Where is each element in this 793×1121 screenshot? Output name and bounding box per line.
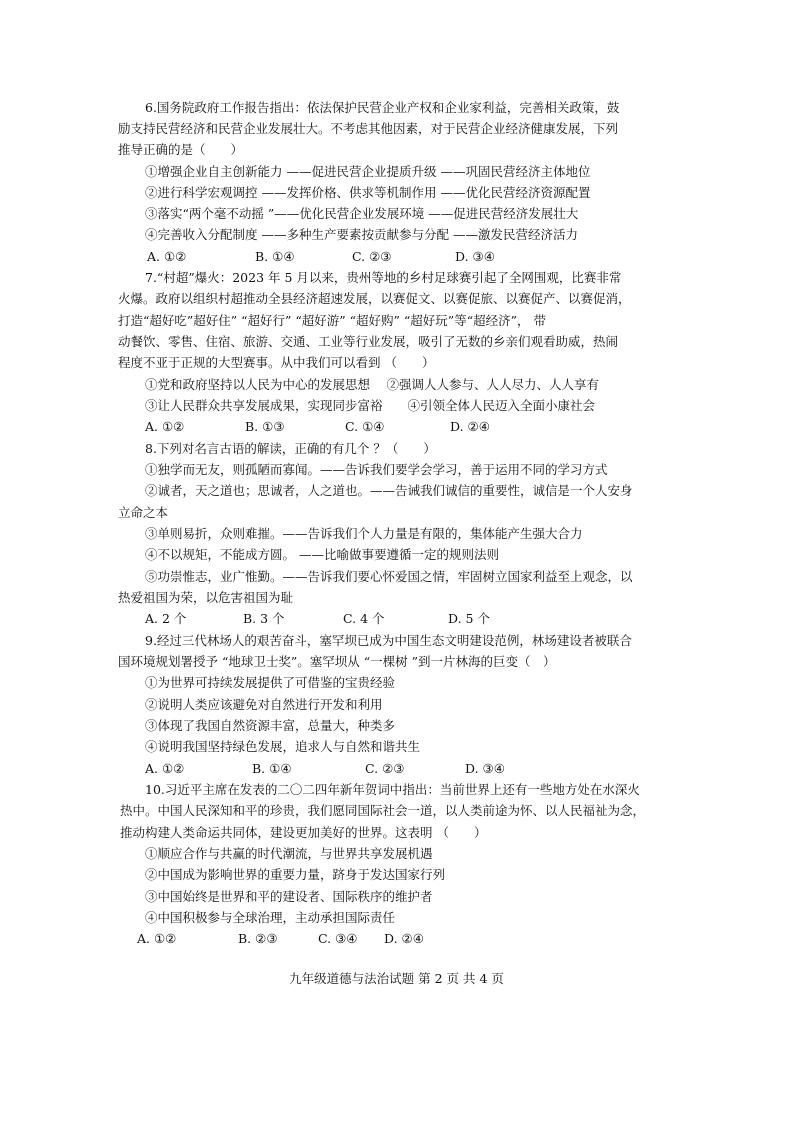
q6-option-c: C. ②③	[352, 249, 392, 264]
q8-stem-line-1: 8.下列对名言古语的解读，正确的有几个 ？（ ）	[145, 441, 436, 456]
q8-option-a: A. 2 个	[145, 611, 187, 626]
q9-stem-line-2: 国环境规划署授予 “地球卫士奖”。塞罕坝从 “一棵树 ”到一片林海的巨变（ ）	[118, 654, 556, 669]
q7-item-row-1: ①党和政府坚持以人民为中心的发展思想 ②强调人人参与、人人尽力、人人享有	[145, 377, 599, 392]
q8-item-2: ②诚者，天之道也；思诚者，人之道也。——告诫我们诚信的重要性，诚信是一个人安身	[145, 483, 633, 498]
q9-item-1: ①为世界可持续发展提供了可借鉴的宝贵经验	[145, 675, 396, 690]
q7-stem-line-1: 7.“村超”爆火：2023 年 5 月以来，贵州等地的乡村足球赛引起了全网围观，比赛非常	[145, 270, 622, 285]
q9-option-c: C. ②③	[365, 761, 405, 776]
q6-item-2: ②进行科学宏观调控 ——发挥价格、供求等机制作用 ——优化民营经济资源配置	[145, 185, 591, 200]
q9-item-4: ④说明我国坚持绿色发展，追求人与自然和谐共生	[145, 739, 421, 754]
q8-item-1: ①独学而无友，则孤陋而寡闻。——告诉我们要学会学习，善于运用不同的学习方式	[145, 462, 608, 477]
q7-item-row-2: ③让人民群众共享发展成果，实现同步富裕 ④引领全体人民迈入全面小康社会	[145, 398, 596, 413]
q6-option-b: B. ①④	[255, 249, 295, 264]
q10-option-a: A. ①②	[137, 931, 177, 946]
q7-option-d: D. ②④	[450, 419, 490, 434]
q6-stem-line-3: 推导正确的是（ ）	[118, 142, 244, 157]
q9-option-a: A. ①②	[145, 761, 185, 776]
q6-item-4: ④完善收入分配制度 ——多种生产要素按贡献参与分配 ——激发民营经济活力	[145, 227, 578, 242]
q9-stem-line-1: 9.经过三代林场人的艰苦奋斗，塞罕坝已成为中国生态文明建设范例，林场建设者被联合	[145, 633, 632, 648]
q8-item-3: ③单则易折，众则难摧。——告诉我们个人力量是有限的，集体能产生强大合力	[145, 526, 583, 541]
q6-item-1: ①增强企业自主创新能力 ——促进民营企业提质升级 ——巩固民营经济主体地位	[145, 164, 591, 179]
q10-item-3: ③中国始终是世界和平的建设者、国际秩序的维护者	[145, 889, 433, 904]
q9-item-3: ③体现了我国自然资源丰富，总量大，种类多	[145, 718, 396, 733]
q8-item-2-cont: 立命之本	[118, 505, 169, 520]
q10-item-4: ④中国积极参与全球治理，主动承担国际责任	[145, 910, 396, 925]
q8-option-d: D. 5 个	[448, 611, 490, 626]
q6-stem-line-2: 励支持民营经济和民营企业发展壮大。不考虑其他因素，对于民营企业经济健康发展，下列	[118, 121, 619, 136]
q7-option-b: B. ①③	[245, 419, 285, 434]
q10-stem-line-2: 热中。中国人民深知和平的珍贵，我们愿同国际社会一道，以人类前途为怀、以人民福祉为念，	[120, 803, 646, 818]
q7-option-c: C. ①④	[345, 419, 385, 434]
q10-option-c: C. ③④	[318, 931, 358, 946]
q10-stem-line-1: 10.习近平主席在发表的二〇二四年新年贺词中指出：当前世界上还有一些地方处在水深火	[145, 782, 640, 797]
q6-option-a: A. ①②	[147, 249, 187, 264]
q7-stem-line-5: 程度不亚于正规的大型赛事。从中我们可以看到 （ ）	[118, 355, 435, 370]
q9-option-b: B. ①④	[252, 761, 292, 776]
q6-option-d: D. ③④	[455, 249, 495, 264]
q10-option-b: B. ②③	[238, 931, 278, 946]
q7-option-a: A. ①②	[145, 419, 185, 434]
q7-stem-line-2: 火爆。政府以组织村超推动全县经济超速发展，以赛促文、以赛促旅、以赛促产、以赛促消，	[118, 291, 631, 306]
q10-item-2: ②中国成为影响世界的重要力量，跻身于发达国家行列	[145, 867, 446, 882]
q8-option-b: B. 3 个	[243, 611, 285, 626]
q6-stem-line-1: 6.国务院政府工作报告指出：依法保护民营企业产权和企业家利益，完善相关政策，鼓	[145, 100, 620, 115]
q8-item-5-cont: 热爱祖国为荣，以危害祖国为耻	[118, 590, 294, 605]
q8-option-c: C. 4 个	[343, 611, 385, 626]
q9-option-d: D. ③④	[465, 761, 505, 776]
q6-item-3: ③落实“两个毫不动摇 ”——优化民营企业发展环境 ——促进民营经济发展壮大	[145, 206, 579, 221]
q7-stem-line-3: 打造“超好吃”超好住” “超好行” “超好游” “超好购” “超好玩”等“超经济”， 带	[118, 313, 546, 328]
q8-item-4: ④不以规矩，不能成方圆。 ——比喻做事要遵循一定的规则法则	[145, 547, 499, 562]
q10-option-d: D. ②④	[384, 931, 424, 946]
q8-item-5: ⑤功崇惟志，业广惟勤。——告诉我们要心怀爱国之情，牢固树立国家利益至上观念，以	[145, 569, 633, 584]
q10-stem-line-3: 推动构建人类命运共同体，建设更加美好的世界。这表明 （ ）	[120, 825, 487, 840]
page-footer: 九年级道德与法治试题 第 2 页 共 4 页	[289, 971, 504, 986]
q9-item-2: ②说明人类应该避免对自然进行开发和利用	[145, 697, 383, 712]
q7-stem-line-4: 动餐饮、零售、住宿、旅游、交通、工业等行业发展，吸引了无数的乡亲们观看助威，热闹	[118, 334, 619, 349]
q10-item-1: ①顺应合作与共赢的时代潮流，与世界共享发展机遇	[145, 846, 433, 861]
